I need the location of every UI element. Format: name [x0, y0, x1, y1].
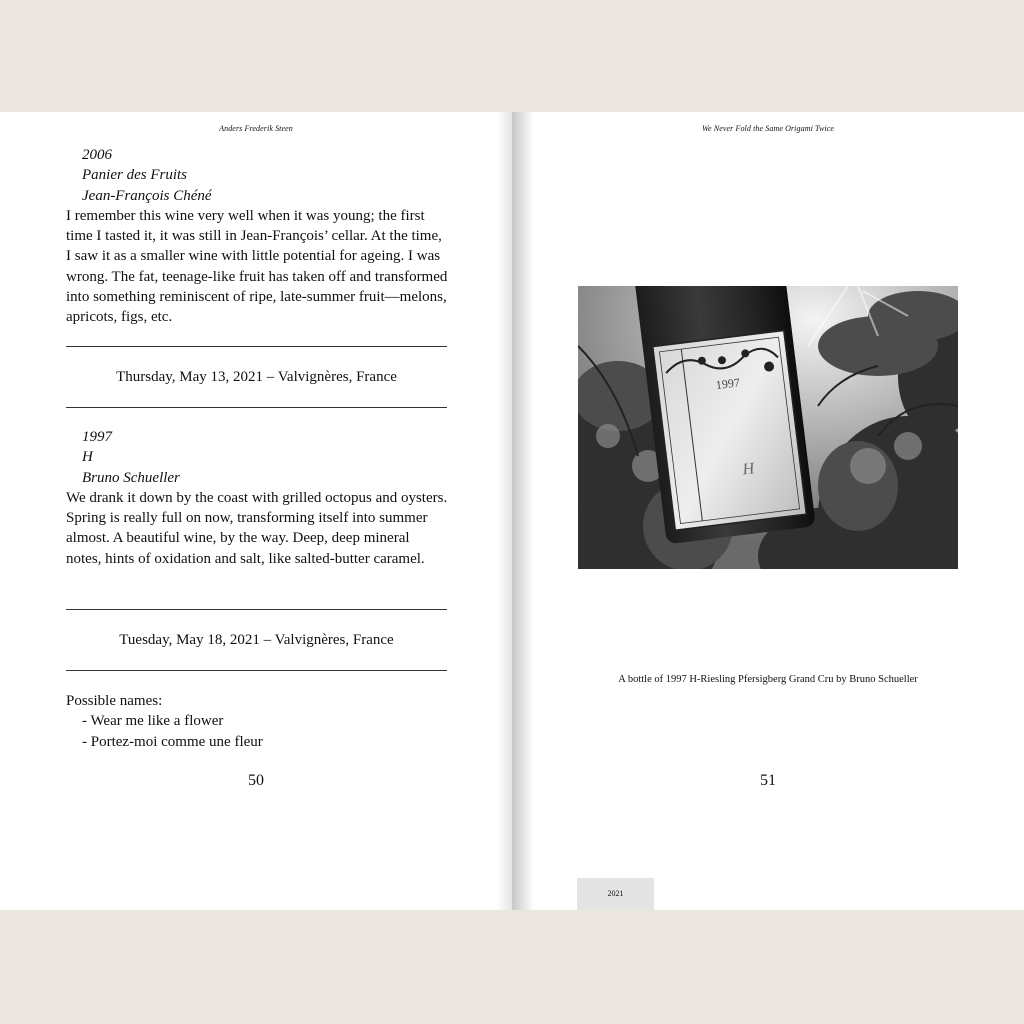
running-head-title: We Never Fold the Same Origami Twice [701, 124, 835, 133]
wine-bottle-photo [578, 286, 958, 569]
list-item: - Portez-moi comme une fleur [82, 733, 263, 750]
running-head-author: Anders Frederik Steen [219, 124, 293, 133]
entry-2006 [66, 145, 448, 328]
entry-year: 1997 [82, 429, 112, 445]
dateline: Tuesday, May 18, 2021 – Valvignères, France [119, 632, 394, 648]
divider-rule [66, 670, 447, 671]
dateline: Thursday, May 13, 2021 – Valvignères, France [116, 369, 397, 385]
entry-text: We drank it down by the coast with grilled octopus and oysters. Spring is really full on now, transforming itself into summer almost. A beautiful wine, by the way. Deep, deep mineral notes, hints of oxidation and salt, like salted-butter caramel. [66, 489, 448, 567]
page-number: 51 [760, 772, 776, 789]
divider-rule [66, 407, 447, 408]
entry-meta [66, 427, 448, 488]
page-number: 50 [248, 772, 264, 789]
photo-caption: A bottle of 1997 H-Riesling Pfersigberg Grand Cru by Bruno Schueller [618, 674, 918, 685]
entry-1997 [66, 427, 448, 569]
entry-wine: H [82, 449, 93, 466]
entry-producer: Bruno Schueller [82, 469, 180, 486]
book-spread [0, 112, 1024, 910]
possible-names [66, 691, 448, 752]
left-page [0, 112, 511, 910]
list-item: - Wear me like a flower [82, 713, 224, 730]
divider-rule [66, 609, 447, 610]
names-heading: Possible names: [66, 693, 163, 709]
year-tab: 2021 [577, 878, 654, 910]
label-year: 1997 [715, 375, 741, 393]
gutter-shadow [497, 112, 511, 910]
entry-producer: Jean-François Chéné [82, 187, 212, 204]
names-list [66, 711, 448, 752]
right-page [512, 112, 1024, 910]
entry-text: I remember this wine very well when it was young; the first time I tasted it, it was still in Jean-François’ cellar. At the time, I saw it as a smaller wine with little potential for ageing. I was wrong. The fat, teenage-like fruit has taken off and transformed into something reminiscent of ripe, late-summer fruit—melons, apricots, figs, etc. [66, 207, 448, 326]
gutter-shadow [512, 112, 534, 910]
entry-year: 2006 [82, 147, 112, 163]
label-letter: H [741, 460, 756, 479]
entry-meta [66, 145, 448, 206]
entry-wine: Panier des Fruits [82, 167, 187, 184]
divider-rule [66, 346, 447, 347]
